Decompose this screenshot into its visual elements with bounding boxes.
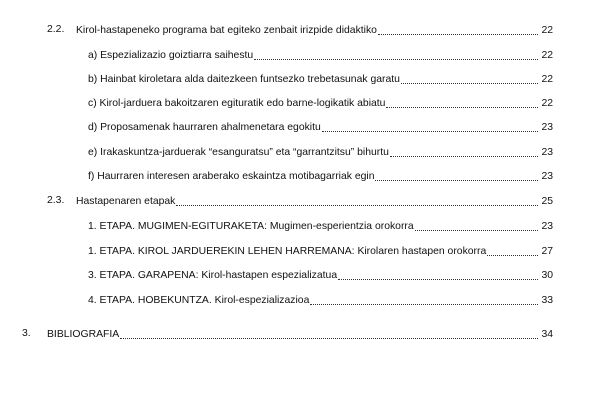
dot-leader xyxy=(386,106,538,108)
toc-entry-page: 27 xyxy=(541,246,553,257)
toc-entry-page: 25 xyxy=(541,196,553,207)
dot-leader xyxy=(338,278,538,280)
toc-subentry[interactable] xyxy=(88,220,553,234)
section-number: 3. xyxy=(22,328,31,339)
toc-entry-page: 23 xyxy=(541,122,553,133)
toc-entry-title: a) Espezializazio goiztiarra saihestu xyxy=(88,50,254,61)
toc-entry-title: 1. ETAPA. KIROL JARDUEREKIN LEHEN HARREMANA: Kirolaren hastapen orokorra xyxy=(88,246,487,257)
dot-leader xyxy=(120,337,538,339)
dot-leader xyxy=(176,204,538,206)
toc-entry-2-3[interactable] xyxy=(76,195,553,209)
toc-entry-page: 23 xyxy=(541,221,553,232)
toc-entry-page: 23 xyxy=(541,171,553,182)
toc-subentry[interactable] xyxy=(88,245,553,259)
toc-entry-page: 30 xyxy=(541,270,553,281)
toc-entry-title: 4. ETAPA. HOBEKUNTZA. Kirol-espezializazioa xyxy=(88,295,310,306)
toc-entry-3[interactable] xyxy=(47,328,553,342)
toc-entry-2-2[interactable] xyxy=(76,24,553,38)
dot-leader xyxy=(378,33,538,35)
dot-leader xyxy=(375,179,538,181)
section-number: 2.2. xyxy=(47,24,65,35)
toc-subentry[interactable] xyxy=(88,49,553,63)
section-number: 2.3. xyxy=(47,195,65,206)
toc-entry-title: e) Irakaskuntza-jarduerak “esanguratsu” eta “garrantzitsu” bihurtu xyxy=(88,147,389,158)
toc-subentry[interactable] xyxy=(88,170,553,184)
toc-entry-title: d) Proposamenak haurraren ahalmenetara egokitu xyxy=(88,122,321,133)
dot-leader xyxy=(310,303,538,305)
toc-entry-page: 34 xyxy=(541,329,553,340)
dot-leader xyxy=(254,58,538,60)
toc-entry-title: f) Haurraren interesen araberako eskaintza motibagarriak egin xyxy=(88,171,375,182)
toc-entry-title: 3. ETAPA. GARAPENA: Kirol-hastapen espezializatua xyxy=(88,270,338,281)
toc-entry-title: Hastapenaren etapak xyxy=(76,196,176,207)
toc-entry-title: c) Kirol-jarduera bakoitzaren egituratik edo barne-logikatik abiatu xyxy=(88,98,386,109)
toc-entry-page: 22 xyxy=(541,74,553,85)
dot-leader xyxy=(487,254,538,256)
toc-subentry[interactable] xyxy=(88,73,553,87)
toc-entry-title: Kirol-hastapeneko programa bat egiteko zenbait irizpide didaktiko xyxy=(76,25,377,36)
toc-entry-title: 1. ETAPA. MUGIMEN-EGITURAKETA: Mugimen-esperientzia orokorra xyxy=(88,221,414,232)
toc-subentry[interactable] xyxy=(88,121,553,135)
dot-leader xyxy=(401,82,538,84)
toc-entry-title: b) Hainbat kiroletara alda daitezkeen funtsezko trebetasunak garatu xyxy=(88,74,400,85)
toc-entry-page: 22 xyxy=(541,25,553,36)
dot-leader xyxy=(322,130,538,132)
toc-entry-page: 22 xyxy=(541,50,553,61)
toc-entry-page: 23 xyxy=(541,147,553,158)
dot-leader xyxy=(415,229,538,231)
toc-subentry[interactable] xyxy=(88,294,553,308)
toc-entry-title: BIBLIOGRAFIA xyxy=(47,329,120,340)
toc-entry-page: 22 xyxy=(541,98,553,109)
toc-subentry[interactable] xyxy=(88,146,553,160)
toc-entry-page: 33 xyxy=(541,295,553,306)
toc-subentry[interactable] xyxy=(88,97,553,111)
toc-subentry[interactable] xyxy=(88,269,553,283)
dot-leader xyxy=(390,155,538,157)
